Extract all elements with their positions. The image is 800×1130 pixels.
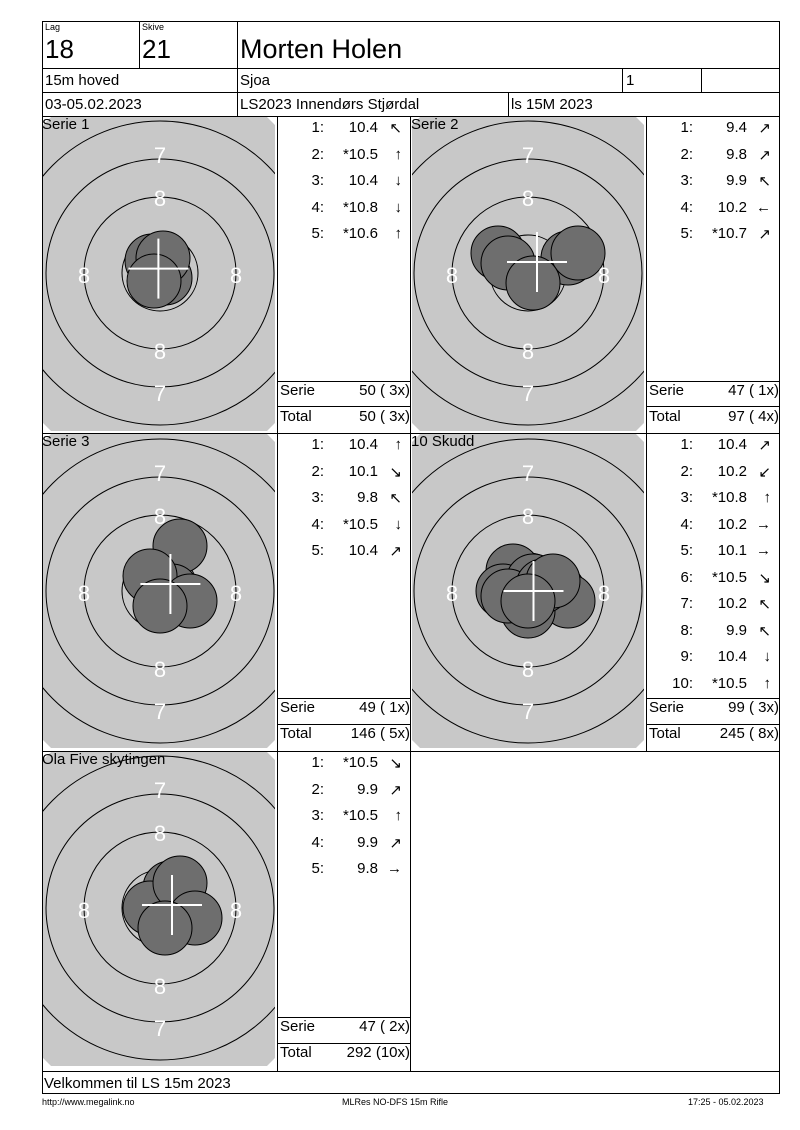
shot-number: 4:	[311, 198, 324, 216]
ring-label: 7	[153, 1016, 167, 1041]
shot-row	[647, 436, 777, 462]
shot-row	[647, 569, 777, 595]
shot-number: 3:	[311, 489, 324, 506]
shot-score: 10.2	[717, 462, 747, 480]
target-3	[43, 434, 275, 748]
shot-direction-icon: ↘	[389, 755, 402, 772]
serie-label: Serie	[280, 1018, 316, 1035]
shot-row	[278, 807, 408, 833]
shot-direction-icon: ↓	[763, 648, 771, 665]
shot-direction-icon: ↗	[758, 146, 771, 164]
shot-number: 7:	[680, 595, 693, 612]
shot-direction-icon: ↖	[758, 596, 771, 613]
shot-direction-icon: ↖	[758, 622, 771, 640]
shot-number: 4:	[311, 515, 324, 533]
shot-row	[647, 172, 777, 198]
shot-number: 10:	[672, 674, 693, 692]
shot-number: 5:	[680, 542, 693, 559]
shot-direction-icon: ↗	[389, 834, 402, 852]
target-rings	[412, 117, 644, 431]
ring-label: 8	[153, 657, 167, 682]
target-4	[412, 434, 644, 748]
serie-label: Serie	[649, 699, 685, 716]
serie-value: 50 ( 3x)	[359, 382, 410, 399]
ring-label: 8	[521, 657, 535, 682]
serie-row	[280, 1018, 410, 1044]
shot-row	[278, 860, 408, 886]
serie-label: Serie	[280, 699, 316, 716]
shot-row	[647, 463, 777, 489]
shot-number: 1:	[311, 436, 324, 453]
shot-direction-icon: ↓	[394, 172, 402, 189]
total-label: Total	[280, 1044, 312, 1061]
ring-label: 8	[521, 339, 535, 364]
shot-score: 9.9	[726, 621, 747, 639]
serie-value: 99 ( 3x)	[728, 699, 779, 716]
skive-label: Skive	[142, 22, 165, 32]
shot-number: 2:	[311, 780, 324, 798]
serie-value: 47 ( 1x)	[728, 382, 779, 399]
shot-row	[278, 436, 408, 462]
ring-label: 7	[521, 381, 535, 406]
panel-title: 10 Skudd	[411, 433, 475, 450]
total-label: Total	[280, 725, 312, 742]
date-label: 03-05.02.2023	[45, 96, 142, 113]
total-value: 292 (10x)	[346, 1044, 410, 1061]
shot-hole	[501, 574, 555, 628]
ring-label: 7	[153, 381, 167, 406]
shot-number: 1:	[680, 436, 693, 453]
shot-number: 5:	[311, 860, 324, 877]
shot-number: 5:	[311, 225, 324, 242]
target-2	[412, 117, 644, 431]
shot-row	[647, 146, 777, 172]
shot-score: 10.4	[717, 648, 747, 665]
ring-label: 8	[153, 339, 167, 364]
shot-direction-icon: ↗	[389, 781, 402, 799]
ring-label: 8	[445, 581, 459, 606]
shot-score: *10.5	[342, 807, 378, 824]
shot-direction-icon: ↗	[758, 120, 771, 137]
shot-row	[647, 516, 777, 542]
shot-direction-icon: ↑	[394, 436, 402, 453]
shot-number: 2:	[680, 145, 693, 163]
serie-row	[280, 699, 410, 725]
welcome-message: Velkommen til LS 15m 2023	[44, 1075, 231, 1092]
serie-value: 47 ( 2x)	[359, 1018, 410, 1035]
shot-score: *10.5	[711, 568, 747, 586]
shot-row	[647, 199, 777, 225]
lag-value: 18	[45, 34, 74, 64]
shot-score: *10.7	[711, 225, 747, 242]
shot-number: 1:	[311, 119, 324, 136]
target-1	[43, 117, 275, 431]
shot-row	[647, 489, 777, 515]
total-value: 146 ( 5x)	[350, 725, 410, 742]
ring-label: 7	[153, 778, 167, 803]
shot-number: 8:	[680, 621, 693, 639]
ring-label: 8	[77, 263, 91, 288]
shot-score: *10.8	[711, 489, 747, 506]
club-label: Sjoa	[240, 72, 271, 89]
ring-label: 8	[153, 504, 167, 529]
shot-number: 3:	[311, 172, 324, 189]
total-row	[649, 408, 779, 434]
ring-label: 8	[229, 898, 243, 923]
shot-row	[278, 516, 408, 542]
ring-label: 7	[521, 143, 535, 168]
skive-value: 21	[142, 34, 171, 64]
target-rings	[412, 434, 644, 748]
ring-label: 7	[153, 461, 167, 486]
ring-label: 8	[153, 821, 167, 846]
shot-direction-icon: ↘	[758, 569, 771, 587]
shot-score: 10.2	[717, 595, 747, 612]
shot-number: 1:	[311, 754, 324, 771]
shot-number: 6:	[680, 568, 693, 586]
shot-hole	[138, 901, 192, 955]
shot-hole	[133, 579, 187, 633]
shot-score: *10.5	[342, 145, 378, 163]
shot-row	[278, 146, 408, 172]
shot-direction-icon: →	[756, 515, 771, 533]
club-extra: 1	[626, 72, 635, 89]
shot-score: *10.6	[342, 225, 378, 242]
shot-direction-icon: ↖	[758, 173, 771, 190]
shot-row	[278, 172, 408, 198]
ring-label: 7	[153, 699, 167, 724]
shot-number: 4:	[311, 833, 324, 851]
shot-score: 10.2	[717, 198, 747, 216]
ring-label: 8	[521, 186, 535, 211]
shot-score: 10.4	[717, 436, 747, 453]
shot-row	[278, 834, 408, 860]
total-value: 50 ( 3x)	[359, 408, 410, 425]
shot-row	[278, 463, 408, 489]
shot-row	[647, 119, 777, 145]
shot-direction-icon: ↖	[389, 490, 402, 507]
shot-score: 10.4	[348, 119, 378, 136]
shot-score: 9.8	[357, 489, 378, 506]
total-value: 97 ( 4x)	[728, 408, 779, 425]
shot-score: 9.8	[726, 145, 747, 163]
shot-hole	[506, 256, 560, 310]
total-row	[280, 725, 410, 751]
shot-direction-icon: ↑	[394, 225, 402, 242]
shot-number: 3:	[311, 807, 324, 824]
shot-score: 10.4	[348, 172, 378, 189]
shot-score: 10.4	[348, 542, 378, 559]
shot-number: 2:	[311, 462, 324, 480]
ring-label: 8	[153, 186, 167, 211]
total-row	[649, 725, 779, 751]
shot-direction-icon: ↑	[763, 674, 771, 692]
shot-score: 10.1	[717, 542, 747, 559]
panel-title: Serie 2	[411, 116, 459, 133]
ring-label: 8	[229, 263, 243, 288]
serie-label: Serie	[649, 382, 685, 399]
ring-label: 8	[77, 581, 91, 606]
shot-number: 4:	[680, 198, 693, 216]
shot-direction-icon: ↗	[758, 226, 771, 243]
shot-row	[647, 225, 777, 251]
serie-label: Serie	[280, 382, 316, 399]
shot-score: 9.9	[357, 833, 378, 851]
shooter-name: Morten Holen	[240, 34, 403, 64]
serie-row	[280, 382, 410, 408]
shot-number: 5:	[311, 542, 324, 559]
event-label: LS2023 Innendørs Stjørdal	[240, 96, 420, 113]
shot-score: 10.4	[348, 436, 378, 453]
target-rings	[43, 752, 275, 1066]
ring-label: 8	[521, 504, 535, 529]
shot-row	[647, 595, 777, 621]
shot-number: 2:	[311, 145, 324, 163]
shot-score: 10.2	[717, 515, 747, 533]
shot-row	[278, 199, 408, 225]
class-label: 15m hoved	[45, 72, 120, 89]
ring-label: 8	[229, 581, 243, 606]
shot-score: 9.9	[726, 172, 747, 189]
shot-row	[278, 754, 408, 780]
total-row	[280, 408, 410, 434]
panel-title: Serie 1	[42, 116, 90, 133]
shot-score: *10.8	[342, 198, 378, 216]
shot-direction-icon: →	[756, 542, 771, 559]
target-rings	[43, 117, 275, 431]
lag-label: Lag	[45, 22, 61, 32]
ring-label: 8	[597, 263, 611, 288]
shot-row	[647, 542, 777, 568]
shot-number: 2:	[680, 462, 693, 480]
shot-direction-icon: ↙	[758, 463, 771, 481]
shot-row	[647, 622, 777, 648]
shot-number: 3:	[680, 489, 693, 506]
ring-label: 8	[77, 898, 91, 923]
shot-score: 10.1	[348, 462, 378, 480]
shot-direction-icon: ↑	[394, 145, 402, 163]
panel-title: Serie 3	[42, 433, 90, 450]
shot-direction-icon: ↑	[394, 807, 402, 824]
serie-row	[649, 382, 779, 408]
shot-direction-icon: ↗	[389, 543, 402, 560]
panel-title: Ola Five skytingen	[42, 751, 166, 768]
shot-row	[278, 119, 408, 145]
shot-score: *10.5	[342, 754, 378, 771]
shot-row	[278, 489, 408, 515]
ring-label: 8	[153, 974, 167, 999]
program-label: ls 15M 2023	[511, 96, 593, 113]
shot-direction-icon: ↓	[394, 198, 402, 216]
shot-direction-icon: ↗	[758, 437, 771, 454]
ring-label: 8	[445, 263, 459, 288]
ring-label: 7	[153, 143, 167, 168]
ring-label: 7	[521, 461, 535, 486]
shot-number: 1:	[680, 119, 693, 136]
shot-row	[647, 648, 777, 674]
target-rings	[43, 434, 275, 748]
shot-row	[278, 542, 408, 568]
shot-score: 9.8	[357, 860, 378, 877]
shot-row	[278, 225, 408, 251]
shot-direction-icon: ↓	[394, 515, 402, 533]
shot-direction-icon: ↘	[389, 463, 402, 481]
ring-label: 7	[521, 699, 535, 724]
shot-number: 3:	[680, 172, 693, 189]
shot-direction-icon: ←	[756, 198, 771, 216]
footer-software: MLRes NO-DFS 15m Rifle	[342, 1097, 449, 1107]
total-label: Total	[280, 408, 312, 425]
target-5	[43, 752, 275, 1066]
shot-score: *10.5	[711, 674, 747, 692]
shot-score: 9.9	[357, 780, 378, 798]
shot-row	[278, 781, 408, 807]
shot-direction-icon: ↖	[389, 120, 402, 137]
shot-score: 9.4	[726, 119, 747, 136]
total-value: 245 ( 8x)	[719, 725, 779, 742]
ring-label: 8	[597, 581, 611, 606]
shot-number: 4:	[680, 515, 693, 533]
total-row	[280, 1044, 410, 1070]
shot-hole	[127, 254, 181, 308]
shot-row	[647, 675, 777, 701]
total-label: Total	[649, 725, 681, 742]
shot-score: *10.5	[342, 515, 378, 533]
footer-timestamp: 17:25 - 05.02.2023	[688, 1097, 764, 1107]
shot-direction-icon: →	[387, 860, 402, 877]
footer-url[interactable]: http://www.megalink.no	[42, 1097, 135, 1107]
serie-row	[649, 699, 779, 725]
serie-value: 49 ( 1x)	[359, 699, 410, 716]
total-label: Total	[649, 408, 681, 425]
shot-number: 5:	[680, 225, 693, 242]
shot-number: 9:	[680, 648, 693, 665]
shot-direction-icon: ↑	[763, 489, 771, 506]
